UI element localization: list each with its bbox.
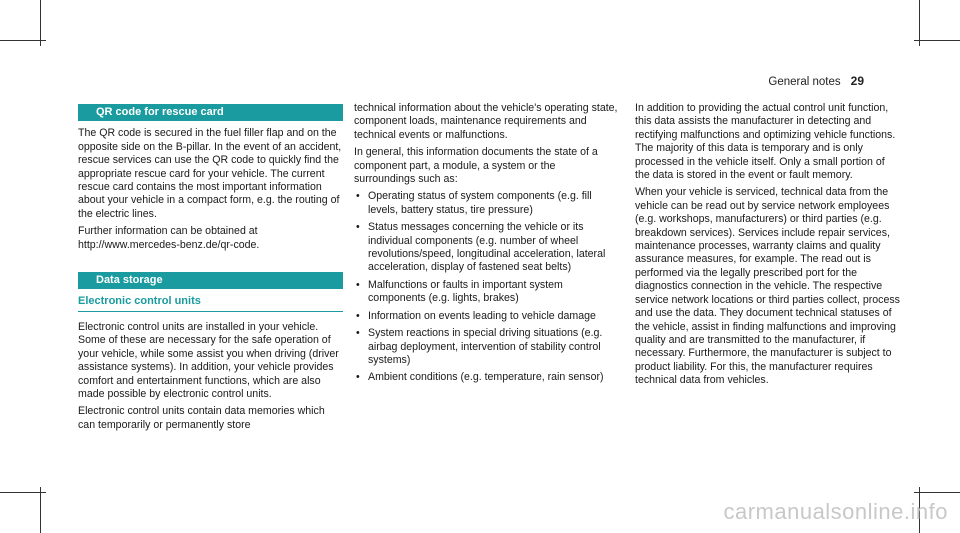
- list-item: • Malfunctions or faults in important system components (e.g. lights, brakes): [354, 279, 619, 306]
- list-item: • System reactions in special driving situations (e.g. airbag deployment, intervention of stability control systems): [354, 327, 619, 367]
- paragraph: The QR code is secured in the fuel filler flap and on the opposite side on the B-pillar. In the event of an accident, rescue services can use the QR code to quickly find the appropriate rescue card for your vehicle. The current rescue card contains the most important information about your vehicle in a compact form, e.g. the routing of the electric lines.: [78, 127, 342, 220]
- paragraph: Electronic control units contain data memories which can temporarily or permanently store: [78, 405, 325, 431]
- paragraph: In addition to providing the actual control unit function, this data assists the manufacturer in detecting and rectifying malfunctions and optimizing vehicle functions. The majority of this data is temporary and is only processed in the vehicle itself. Only a small portion of the data is stored in the event or fault memory.: [635, 102, 896, 182]
- section-title: General notes: [768, 76, 841, 88]
- paragraph: When your vehicle is serviced, technical data from the vehicle can be read out by service network employees (e.g. workshops, manufacturers) or third parties (e.g. breakdown services). Services include repair services, maintenance processes, warranty claims and quality assurance measures, for example. The read out is performed via the legally prescribed port for the diagnostics connection in the vehicle. The respective service network locations or third parties collect, process and use the data. They document technical statuses of the vehicle, assist in finding malfunctions and improving quality and are transmitted to the manufacturer, if necessary. Furthermore, the manufacturer is subject to product liability. For this, the manufacturer requires technical data from vehicles.: [635, 186, 900, 387]
- list-item: • Information on events leading to vehicle damage: [354, 310, 619, 323]
- ecu-subheading: Electronic control units: [78, 295, 343, 311]
- page-number: 29: [850, 74, 864, 88]
- crop-mark: [40, 487, 41, 533]
- column-1: [78, 104, 343, 436]
- qr-section-heading: QR code for rescue card: [78, 104, 343, 121]
- crop-mark: [0, 40, 46, 41]
- watermark: carmanualsonline.info: [723, 499, 948, 524]
- paragraph: Further information can be obtained at http://www.mercedes-benz.de/qr-code.: [78, 225, 260, 251]
- paragraph: In general, this information documents the state of a component part, a module, a system or the surroundings such as:: [354, 146, 598, 186]
- list-item: • Operating status of system components (e.g. fill levels, battery status, tire pressure): [354, 190, 619, 217]
- column-3: [635, 102, 900, 392]
- data-storage-heading: Data storage: [78, 272, 343, 289]
- bullet-list: [354, 190, 619, 384]
- paragraph: Electronic control units are installed in your vehicle. Some of these are necessary for the safe operation of your vehicle, while some assist you when driving (driver assistance systems). In addition, your vehicle provides comfort and entertainment functions, which are also made possible by electronic control units.: [78, 320, 339, 400]
- column-2: [354, 102, 619, 389]
- crop-mark: [914, 40, 960, 41]
- page-header: [768, 74, 864, 88]
- list-item: • Status messages concerning the vehicle or its individual components (e.g. number of wheel revolutions/speed, longitudinal acceleration, lateral acceleration, display of fastened seat belts): [354, 221, 619, 275]
- list-item: • Ambient conditions (e.g. temperature, rain sensor): [354, 371, 619, 384]
- crop-mark: [0, 492, 46, 493]
- paragraph: technical information about the vehicle's operating state, component loads, maintenance requirements and technical events or malfunctions.: [354, 102, 618, 141]
- crop-mark: [914, 492, 960, 493]
